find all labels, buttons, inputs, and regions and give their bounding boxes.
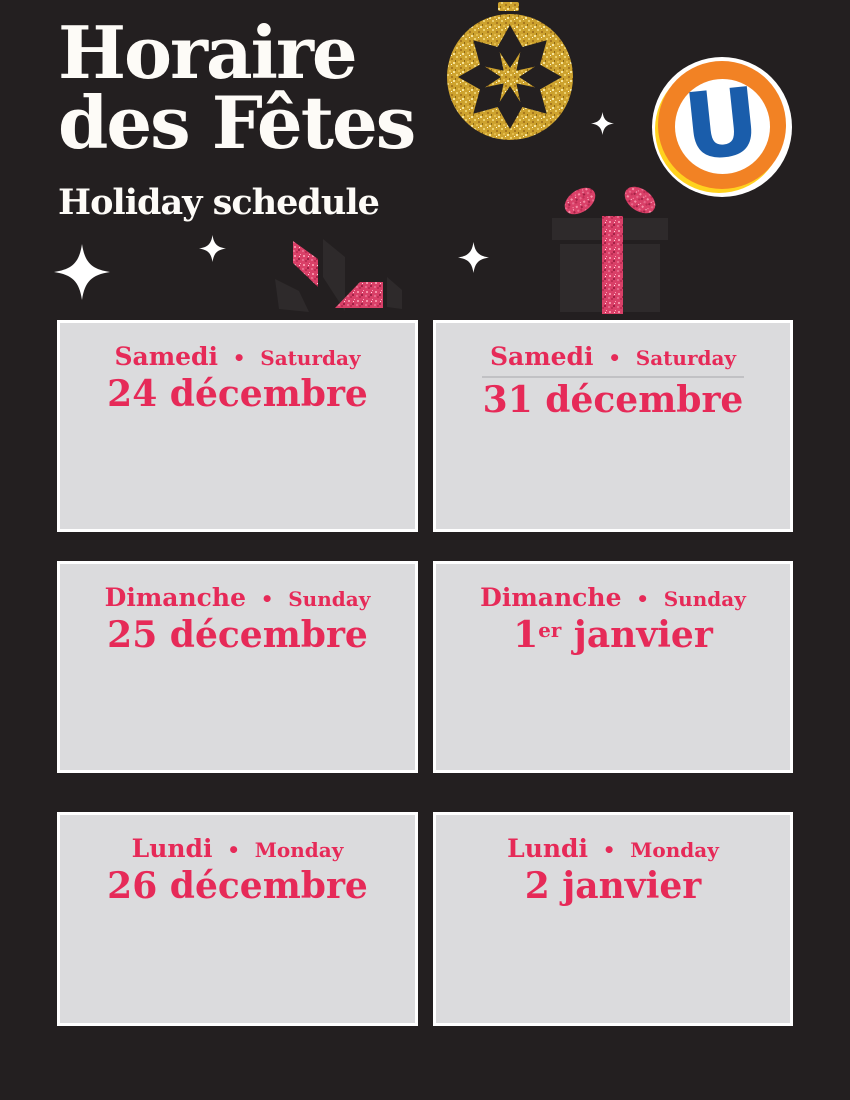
card-day-header: [132, 835, 344, 864]
leaf-branch-icon: [275, 235, 405, 315]
card-day-header: [480, 584, 746, 613]
card-date-text: 25 décembre: [107, 614, 368, 656]
u-logo-badge: [652, 57, 792, 197]
u-logo-letter: U: [678, 66, 765, 182]
schedule-card: [57, 812, 418, 1026]
sparkle-icon: [54, 244, 110, 300]
card-date: [60, 867, 415, 905]
page-title: [58, 10, 415, 165]
card-day-fr: Lundi: [131, 834, 213, 863]
schedule-card: [57, 561, 418, 773]
card-date: [436, 867, 790, 905]
card-date: [60, 375, 415, 413]
card-day-fr: Lundi: [507, 834, 589, 863]
card-day-en: Saturday: [635, 346, 737, 370]
card-date: [60, 616, 415, 654]
sparkle-icon: [199, 235, 226, 262]
card-date-text: 2 janvier: [524, 865, 702, 907]
card-date-text: 1: [513, 614, 539, 656]
card-day-fr: Dimanche: [480, 583, 622, 612]
page-title-line1: Horaire: [58, 10, 356, 95]
card-day-header: [507, 835, 719, 864]
sparkle-icon: [591, 112, 614, 135]
card-day-en: Sunday: [288, 587, 371, 611]
card-date-rest: janvier: [561, 614, 713, 656]
card-day-fr: Dimanche: [104, 583, 246, 612]
schedule-card: [433, 561, 793, 773]
card-day-header: [114, 343, 360, 372]
schedule-card: [57, 320, 418, 532]
schedule-card: [433, 320, 793, 532]
card-date-text: 26 décembre: [107, 865, 368, 907]
page-title-line2: des Fêtes: [58, 80, 415, 165]
card-day-fr: Samedi: [114, 342, 219, 371]
bullet-separator: •: [636, 587, 649, 611]
card-date: [436, 616, 790, 654]
ornament-icon: [446, 1, 574, 142]
card-day-en: Monday: [630, 838, 719, 862]
card-day-header: [105, 584, 371, 613]
sparkle-icon: [458, 242, 489, 273]
card-date-text: 24 décembre: [107, 373, 368, 415]
card-date-text: 31 décembre: [482, 379, 744, 421]
bullet-separator: •: [227, 838, 241, 862]
card-day-fr: Samedi: [489, 342, 594, 371]
card-day-header: [482, 343, 744, 378]
page-subtitle: Holiday schedule: [58, 182, 379, 223]
bullet-separator: •: [608, 346, 622, 370]
bullet-separator: •: [260, 587, 274, 611]
card-date-superscript: er: [538, 618, 562, 643]
gift-icon: [545, 183, 675, 318]
card-date: [436, 381, 790, 419]
card-day-en: Saturday: [260, 346, 361, 370]
bullet-separator: •: [232, 346, 246, 370]
card-day-en: Sunday: [663, 587, 746, 611]
card-day-en: Monday: [254, 838, 344, 862]
schedule-card: [433, 812, 793, 1026]
bullet-separator: •: [602, 838, 616, 862]
